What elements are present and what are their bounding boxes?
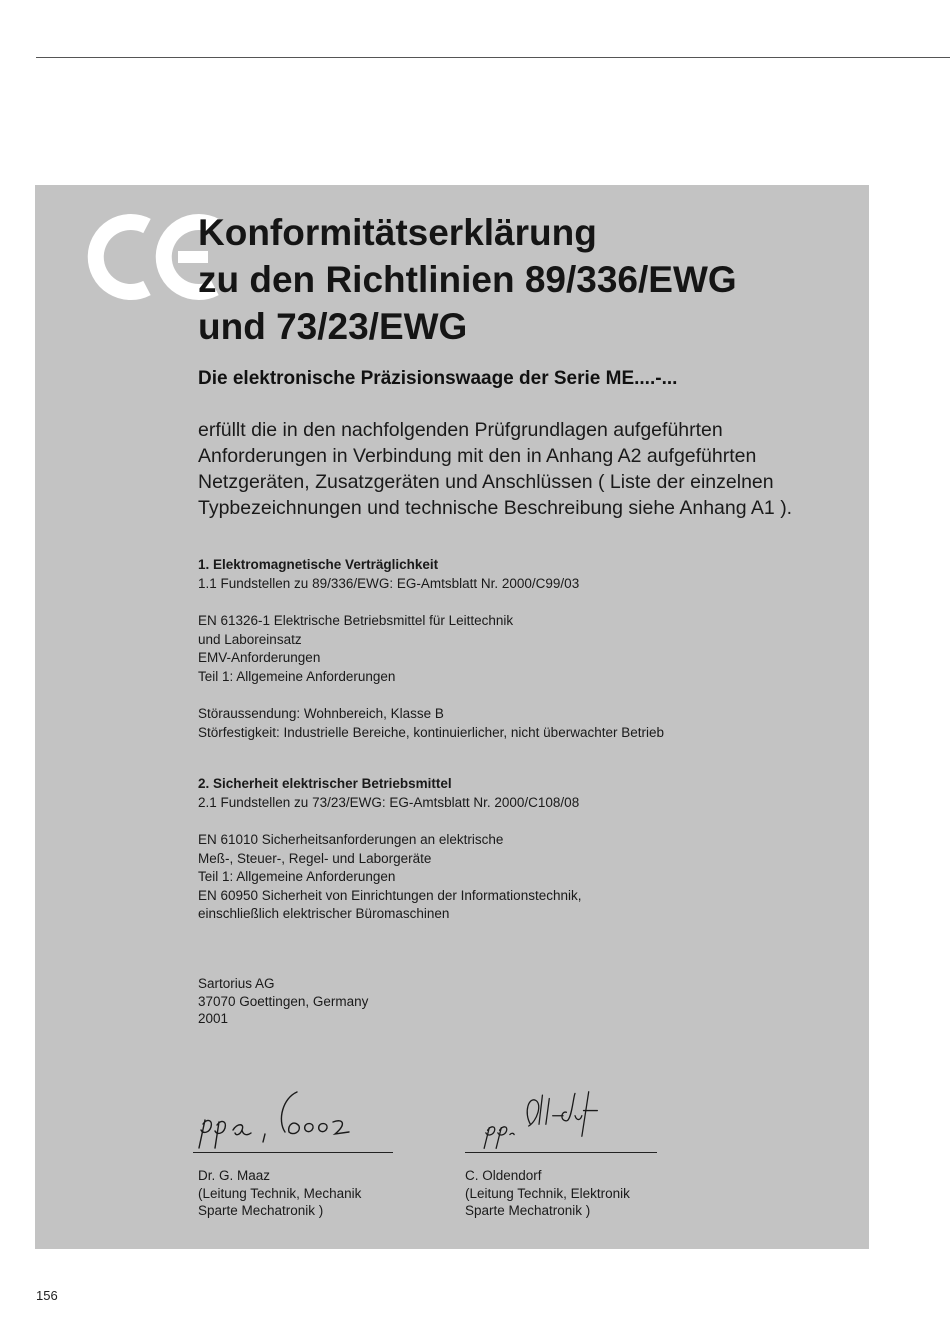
standard-line: EMV-Anforderungen (198, 650, 321, 666)
signature-line (193, 1152, 393, 1153)
page-number: 156 (36, 1288, 58, 1303)
intro-paragraph (198, 417, 838, 521)
class-line: Störaussendung: Wohnbereich, Klasse B (198, 706, 444, 721)
section2-header (198, 775, 579, 812)
standard-line: und Laboreinsatz (198, 631, 302, 647)
signatory-oldendorf (465, 1167, 630, 1220)
standard-line: EN 61326-1 Elektrische Betriebsmittel für Leittechnik (198, 613, 514, 628)
signatory-name: C. Oldendorf (465, 1168, 542, 1183)
section1-standard (198, 612, 513, 686)
section1-classes (198, 705, 664, 742)
ce-mark-icon (69, 212, 219, 302)
signature-oldendorf (463, 1090, 663, 1150)
signatory-role: (Leitung Technik, Elektronik (465, 1185, 630, 1201)
top-rule (36, 57, 950, 58)
standard-line: Teil 1: Allgemeine Anforderungen (198, 869, 396, 885)
signature-line (465, 1152, 657, 1153)
page-title (198, 209, 838, 350)
company-name: Sartorius AG (198, 976, 275, 991)
section2-heading: 2. Sicherheit elektrischer Betriebsmittel (198, 776, 452, 791)
company-address (198, 975, 368, 1028)
intro-line: Anforderungen in Verbindung mit den in Anhang A2 aufgeführten (198, 445, 757, 467)
intro-line: Typbezeichnungen und technische Beschreibung siehe Anhang A1 ). (198, 497, 793, 519)
intro-line: Netzgeräten, Zusatzgeräten und Anschlüssen ( Liste der einzelnen (198, 471, 774, 493)
signatory-division: Sparte Mechatronik ) (198, 1203, 324, 1218)
section1-header (198, 556, 579, 593)
title-line: zu den Richtlinien 89/336/EWG (198, 259, 737, 300)
class-line: Störfestigkeit: Industrielle Bereiche, kontinuierlicher, nicht überwachter Betrieb (198, 724, 664, 740)
declaration-panel (35, 185, 869, 1249)
signatory-division: Sparte Mechatronik ) (465, 1203, 591, 1218)
title-line: Konformitätserklärung (198, 212, 597, 253)
company-year: 2001 (198, 1011, 229, 1026)
product-subtitle: Die elektronische Präzisionswaage der Serie ME....-... (198, 368, 678, 389)
signatory-role: (Leitung Technik, Mechanik (198, 1185, 362, 1201)
section2-standards (198, 831, 581, 924)
standard-line: Meß-, Steuer-, Regel- und Laborgeräte (198, 850, 432, 866)
company-city: 37070 Goettingen, Germany (198, 993, 369, 1009)
section2-reference: 2.1 Fundstellen zu 73/23/EWG: EG-Amtsblatt Nr. 2000/C108/08 (198, 794, 580, 810)
intro-line: erfüllt die in den nachfolgenden Prüfgrundlagen aufgeführten (198, 419, 723, 441)
standard-line: EN 60950 Sicherheit von Einrichtungen der Informationstechnik, (198, 887, 582, 903)
standard-line: einschließlich elektrischer Büromaschinen (198, 906, 450, 922)
section1-heading: 1. Elektromagnetische Verträglichkeit (198, 557, 439, 572)
standard-line: Teil 1: Allgemeine Anforderungen (198, 668, 396, 684)
section1-reference: 1.1 Fundstellen zu 89/336/EWG: EG-Amtsblatt Nr. 2000/C99/03 (198, 575, 580, 591)
title-line: und 73/23/EWG (198, 306, 468, 347)
signature-maaz (193, 1090, 393, 1150)
signatory-maaz (198, 1167, 361, 1220)
standard-line: EN 61010 Sicherheitsanforderungen an elektrische (198, 832, 504, 847)
signatory-name: Dr. G. Maaz (198, 1168, 271, 1183)
